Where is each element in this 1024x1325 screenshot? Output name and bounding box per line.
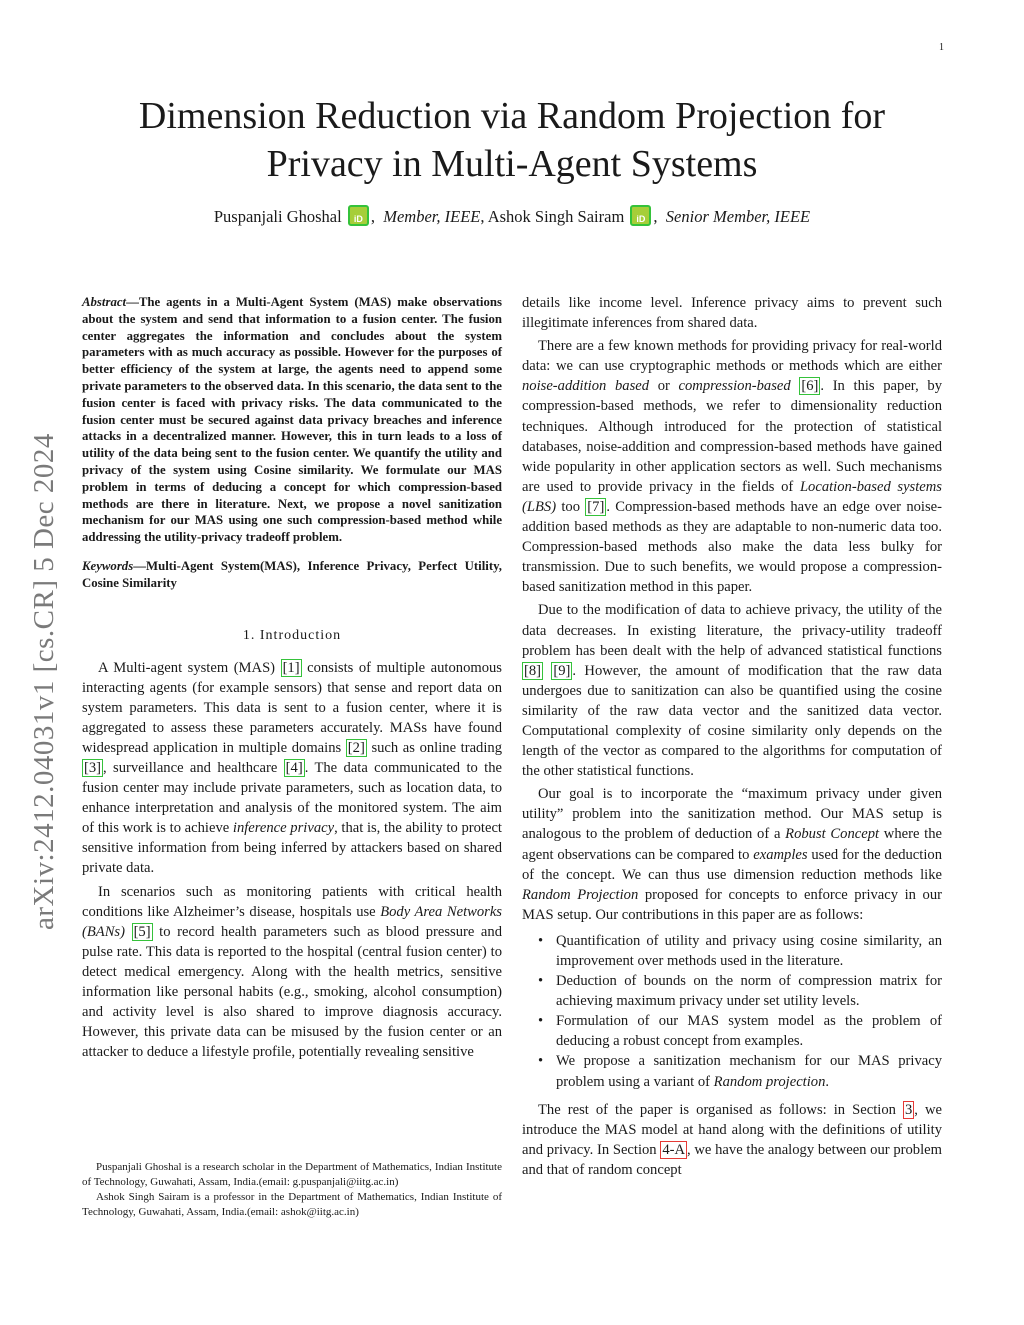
citation-link[interactable]: [2] [347, 739, 365, 756]
keywords-text: —Multi-Agent System(MAS), Inference Privacy, Perfect Utility, Cosine Similarity [82, 558, 502, 590]
abstract-text: —The agents in a Multi-Agent System (MAS) make observations about the system and send that information to a fusion center. The fusion center aggregates the information and concludes about the system parameters with as much accuracy as possible. However for the purposes of better efficiency of the system at large, the agents need to append some private parameters to the observed data. In this scenario, the data sent to the fusion center is faced with privacy risks. The data communicated to the fusion center must be secured against data privacy breaches and inference attacks in a decentralized manner. However, this in turn leads to a loss of utility of the data being sent to the fusion center. We quantify the utility and privacy of the system using Cosine similarity. We formulate our MAS problem in terms of deducing a concept for which compression-based methods are there in literature. Next, we propose a novel sanitization mechanism for our MAS using one such compression-based method while addressing the utility-privacy tradeoff problem. [82, 295, 502, 545]
paper-title: Dimension Reduction via Random Projection for Privacy in Multi-Agent Systems [138, 95, 886, 185]
citation-link[interactable]: [8] [524, 662, 542, 679]
citation-link[interactable]: [5] [133, 923, 151, 940]
citation-link[interactable]: [9] [553, 662, 571, 679]
section-link[interactable]: 4-A [662, 1141, 686, 1158]
body-paragraph: In scenarios such as monitoring patients with critical health conditions like Alzheimer’s disease, hospitals use Body Area Networks (BANs) [5] to record health parameters such as blood pressure and pulse rate. This data is reported to the hospital (central fusion center) to detect medical emergency. Along with the health metrics, sensitive information like personal habits (e.g., smoking, alcohol consumption) and activity level is also shared to improve diagnosis accuracy. However, this private data can be misused by the fusion center or an attacker to deduce a lifestyle profile, potentially revealing sensitive [82, 883, 502, 1061]
list-item: • We propose a sanitization mechanism for our MAS privacy problem using a variant of Random projection. [522, 1051, 942, 1091]
list-item: • Formulation of our MAS system model as the problem of deducing a robust concept from examples. [522, 1011, 942, 1051]
author-line: Puspanjali Ghoshal iD , Member, IEEE, Ashok Singh Sairam iD , Senior Member, IEEE [80, 205, 944, 228]
section-link[interactable]: 3 [904, 1101, 913, 1118]
keywords [82, 558, 502, 592]
footnotes [82, 1160, 502, 1220]
list-item: • Quantification of utility and privacy using cosine similarity, an improvement over methods used in the literature. [522, 931, 942, 971]
citation-link[interactable]: [1] [282, 659, 300, 676]
abstract-lead: Abstract [82, 295, 127, 309]
author-role: Member, IEEE [383, 207, 481, 226]
left-column [82, 294, 502, 1062]
body-paragraph: Our goal is to incorporate the “maximum privacy under given utility” problem into the sanitization method. Our MAS setup is analogous to the problem of deduction of a Robust Concept where the agent observations can be compared to examples used for the deduction of the concept. We can thus use dimension reduction methods like Random Projection proposed for concepts to enforce privacy in our MAS setup. Our contributions in this paper are as follows: [522, 786, 942, 923]
body-paragraph: details like income level. Inference privacy aims to prevent such illegitimate inferences from shared data. [522, 295, 942, 332]
abstract [82, 294, 502, 546]
author-name: Ashok Singh Sairam [487, 207, 625, 226]
list-item: • Deduction of bounds on the norm of compression matrix for achieving maximum privacy under set utility levels. [522, 971, 942, 1011]
body-paragraph: There are a few known methods for providing privacy for real-world data: we can use cryptographic methods or methods which are either noise-addition based or compression-based [6] . In this paper, by compression-based methods, we refer to dimensionality reduction techniques. Although introduced for the protection of statistical databases, noise-addition and compression-based methods have gained wide popularity in other application sectors as well. Such mechanisms are used to provide privacy in the fields of Location-based systems (LBS) too [7] . Compression-based methods have an edge over noise-addition based methods as they are adaptable to non-numeric data too. Compression-based methods also make the data less bulky for transmission. Due to such benefits, we would propose a compression-based sanitization method in this paper. [522, 338, 942, 596]
author-role: Senior Member, IEEE [665, 207, 811, 226]
page-number: 1 [939, 42, 944, 53]
section-heading: 1. Introduction [242, 627, 342, 643]
footnote: Puspanjali Ghoshal is a research scholar in the Department of Mathematics, Indian Institute of Technology, Guwahati, Assam, India.(email: g.puspanjali@iitg.ac.in) [82, 1161, 502, 1188]
footnote: Ashok Singh Sairam is a professor in the Department of Mathematics, Indian Institute of Technology, Guwahati, Assam, India.(email: ashok@iitg.ac.in) [82, 1190, 502, 1218]
citation-link[interactable]: [4] [285, 760, 303, 777]
body-paragraph: Due to the modification of data to achieve privacy, the utility of the data decreases. In existing literature, the privacy-utility tradeoff problem has been dealt with the help of advanced statistical functions [8] [9] . However, the amount of modification that the raw data undergoes due to sanitization can also be quantified using the cosine similarity of the raw data vector and the sanitized data vector. Computational complexity of cosine similarity only depends on the length of the vector as compared to the algorithms for computation of the other statistical functions. [522, 602, 942, 780]
citation-link[interactable]: [6] [801, 378, 819, 395]
citation-link[interactable]: [3] [84, 760, 102, 777]
contribution-list [522, 931, 942, 1092]
citation-link[interactable]: [7] [587, 498, 605, 515]
body-paragraph: A Multi-agent system (MAS) [1] consists of multiple autonomous interacting agents (for example sensors) that sense and report data on system parameters. This data is sent to a fusion center, where it is aggregated to assess these parameters accurately. MASs have found widespread application in multiple domains [2] such as online trading [3] , surveillance and healthcare [4] . The data communicated to the fusion center may include private parameters, such as location data, to enhance interpretation and analysis of the monitored system. The aim of this work is to achieve inference privacy, that is, the ability to protect sensitive information from being inferred by attackers based on shared private data. [82, 659, 502, 877]
keywords-lead: Keywords [82, 558, 134, 573]
orcid-icon[interactable] [630, 205, 651, 226]
body-paragraph: The rest of the paper is organised as follows: in Section 3 , we introduce the MAS model at hand along with the definitions of utility and privacy. In Section 4-A , we have the analogy between our problem and that of random concept [522, 1101, 942, 1178]
author-name: Puspanjali Ghoshal [213, 207, 342, 226]
right-column [522, 293, 942, 1180]
arxiv-identifier: arXiv:2412.04031v1 [cs.CR] 5 Dec 2024 [28, 433, 60, 930]
orcid-icon[interactable] [348, 205, 369, 226]
